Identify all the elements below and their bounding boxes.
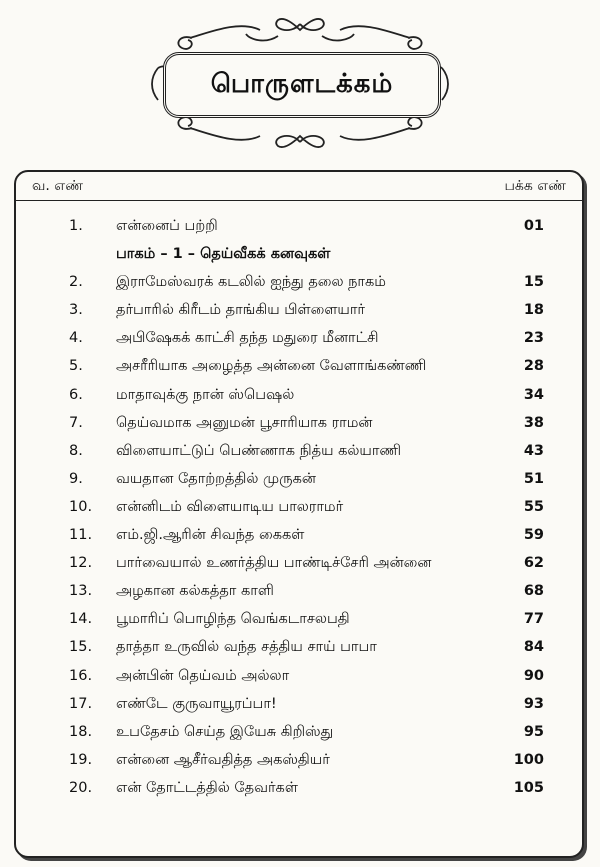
- entry-title: உபதேசம் செய்த இயேசு கிறிஸ்து: [116, 723, 334, 740]
- entry-number: 17.: [69, 695, 93, 712]
- entry-page-number: 55: [523, 498, 544, 515]
- entry-title: எம்.ஜி.ஆரின் சிவந்த கைகள்: [116, 527, 305, 544]
- entry-page-number: 95: [523, 723, 544, 740]
- entry-title: என்னை ஆசீர்வதித்த அகஸ்தியர்: [116, 751, 330, 768]
- entry-number: 13.: [69, 583, 93, 600]
- entry-number: 3.: [69, 302, 83, 319]
- entry-number: 16.: [69, 667, 93, 684]
- page-title: பொருளடக்கம்: [210, 68, 394, 99]
- entry-page-number: 100: [513, 751, 544, 768]
- entry-number: 20.: [69, 779, 93, 796]
- serial-column-header: வ. எண்: [32, 178, 84, 194]
- entry-page-number: 59: [523, 527, 544, 544]
- entry-number: 18.: [69, 723, 93, 740]
- entry-number: 14.: [69, 611, 93, 628]
- toc-entry-row: [16, 521, 582, 549]
- toc-entry-row: [16, 212, 582, 240]
- entry-title: பூமாரிப் பொழிந்த வெங்கடாசலபதி: [116, 611, 350, 628]
- toc-entry-row: [16, 774, 582, 802]
- entry-number: 12.: [69, 555, 93, 572]
- entry-number: 1.: [69, 218, 83, 234]
- toc-entry-row: [16, 268, 582, 296]
- toc-entry-row: [16, 493, 582, 521]
- entry-title: என்னிடம் விளையாடிய பாலராமர்: [116, 498, 344, 515]
- entry-page-number: 90: [523, 667, 544, 684]
- entry-page-number: 84: [523, 639, 544, 656]
- entry-number: 11.: [69, 527, 93, 544]
- entry-number: 19.: [69, 751, 93, 768]
- toc-entry-row: [16, 296, 582, 324]
- entry-page-number: 51: [523, 470, 544, 487]
- entry-page-number: 18: [523, 302, 544, 319]
- entry-number: 7.: [69, 414, 83, 431]
- entry-title: என் தோட்டத்தில் தேவர்கள்: [116, 779, 298, 796]
- entry-title: அன்பின் தெய்வம் அல்லா: [116, 667, 290, 684]
- entry-title: தெய்வமாக அனுமன் பூசாரியாக ராமன்: [116, 414, 373, 431]
- entry-number: 8.: [69, 442, 83, 459]
- page-column-header: பக்க எண்: [504, 178, 566, 194]
- title-frame: [163, 52, 441, 118]
- entry-page-number: 77: [523, 611, 544, 628]
- entry-title: மாதாவுக்கு நான் ஸ்பெஷல்: [116, 386, 295, 403]
- toc-entry-row: [16, 605, 582, 633]
- entry-title: அபிஷேகக் காட்சி தந்த மதுரை மீனாட்சி: [116, 330, 379, 347]
- entry-title: தர்பாரில் கிரீடம் தாங்கிய பிள்ளையார்: [116, 302, 365, 319]
- entry-number: 6.: [69, 386, 83, 403]
- entry-title: அழகான கல்கத்தா காளி: [116, 583, 274, 600]
- entry-page-number: 43: [523, 442, 544, 459]
- toc-entry-row: [16, 633, 582, 661]
- entry-page-number: 38: [523, 414, 544, 431]
- entry-number: 9.: [69, 470, 83, 487]
- toc-entry-row: [16, 409, 582, 437]
- entry-title: அசரீரியாக அழைத்த அன்னை வேளாங்கண்ணி: [116, 358, 427, 375]
- entry-page-number: 34: [523, 386, 544, 403]
- entry-number: 10.: [69, 498, 93, 515]
- entry-number: 2.: [69, 274, 83, 291]
- entry-page-number: 93: [523, 695, 544, 712]
- entry-page-number: 68: [523, 583, 544, 600]
- entry-title: விளையாட்டுப் பெண்ணாக நித்ய கல்யாணி: [116, 442, 402, 459]
- toc-entry-row: [16, 549, 582, 577]
- toc-entry-row: [16, 662, 582, 690]
- toc-entry-row: [16, 324, 582, 352]
- entry-page-number: 28: [523, 358, 544, 375]
- entry-number: 5.: [69, 358, 83, 375]
- entry-title: வயதான தோற்றத்தில் முருகன்: [116, 470, 316, 487]
- entry-title: பார்வையால் உணர்த்திய பாண்டிச்சேரி அன்னை: [116, 555, 432, 572]
- table-of-contents: [14, 170, 584, 858]
- entry-page-number: 105: [513, 779, 544, 796]
- toc-header-row: [16, 172, 582, 201]
- toc-entry-row: [16, 381, 582, 409]
- toc-entry-row: [16, 437, 582, 465]
- entry-number: 4.: [69, 330, 83, 347]
- entry-title: தாத்தா உருவில் வந்த சத்திய சாய் பாபா: [116, 639, 377, 656]
- entry-page-number: 62: [523, 555, 544, 572]
- toc-entry-row: [16, 690, 582, 718]
- section-heading-row: [16, 240, 582, 268]
- toc-entry-row: [16, 746, 582, 774]
- toc-entries: [16, 212, 582, 802]
- entry-title: என்னைப் பற்றி: [116, 218, 218, 234]
- toc-entry-row: [16, 718, 582, 746]
- section-title: பாகம் – 1 – தெய்வீகக் கனவுகள்: [116, 246, 331, 263]
- toc-entry-row: [16, 465, 582, 493]
- entry-page-number: 23: [523, 330, 544, 347]
- entry-page-number: 01: [523, 218, 544, 234]
- toc-entry-row: [16, 577, 582, 605]
- toc-entry-row: [16, 352, 582, 380]
- entry-page-number: 15: [523, 274, 544, 291]
- entry-title: எண்டே குருவாயூரப்பா!: [116, 695, 277, 712]
- entry-title: இராமேஸ்வரக் கடலில் ஐந்து தலை நாகம்: [116, 274, 386, 291]
- entry-number: 15.: [69, 639, 93, 656]
